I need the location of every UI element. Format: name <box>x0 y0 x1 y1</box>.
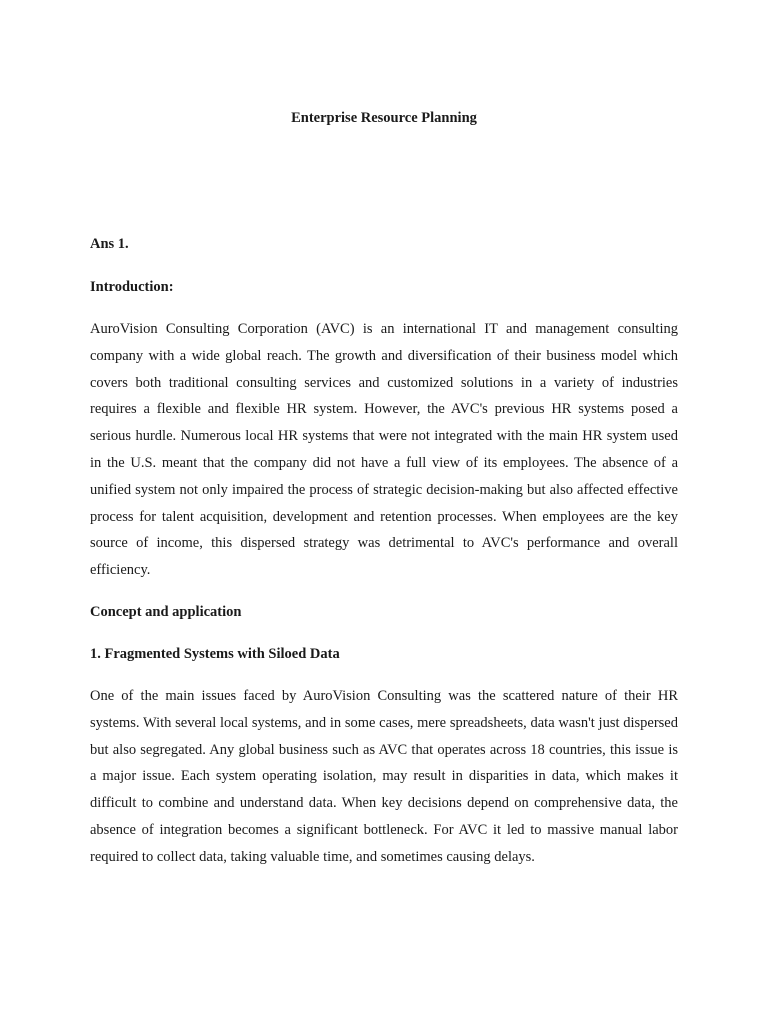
section1-heading: 1. Fragmented Systems with Siloed Data <box>90 646 340 662</box>
document-title: Enterprise Resource Planning <box>291 110 477 126</box>
introduction-paragraph: AuroVision Consulting Corporation (AVC) is an international IT and management consulting company with a wide global reach. The growth and diversification of their business model which covers both traditional consulting services and customized solutions in a variety of industries requires a flexible and flexible HR system. However, the AVC's previous HR systems posed a serious hurdle. Numerous local HR systems that were not integrated with the main HR system used in the U.S. meant that the company did not have a full view of its employees. The absence of a unified system not only impaired the process of strategic decision-making but also affected effective process for talent acquisition, development and retention processes. When employees are the key source of income, this dispersed strategy was detrimental to AVC's performance and overall efficiency. <box>90 321 678 579</box>
section1-paragraph: One of the main issues faced by AuroVision Consulting was the scattered nature of their HR systems. With several local systems, and in some cases, mere spreadsheets, data wasn't just dispersed but also segregated. Any global business such as AVC that operates across 18 countries, this issue is a major issue. Each system operating isolation, may result in disparities in data, which makes it difficult to combine and understand data. When key decisions depend on comprehensive data, the absence of integration becomes a significant bottleneck. For AVC it led to massive manual labor required to collect data, taking valuable time, and sometimes causing delays. <box>90 688 678 865</box>
answer-label: Ans 1. <box>90 236 129 252</box>
concept-heading: Concept and application <box>90 604 242 620</box>
introduction-heading: Introduction: <box>90 279 174 295</box>
